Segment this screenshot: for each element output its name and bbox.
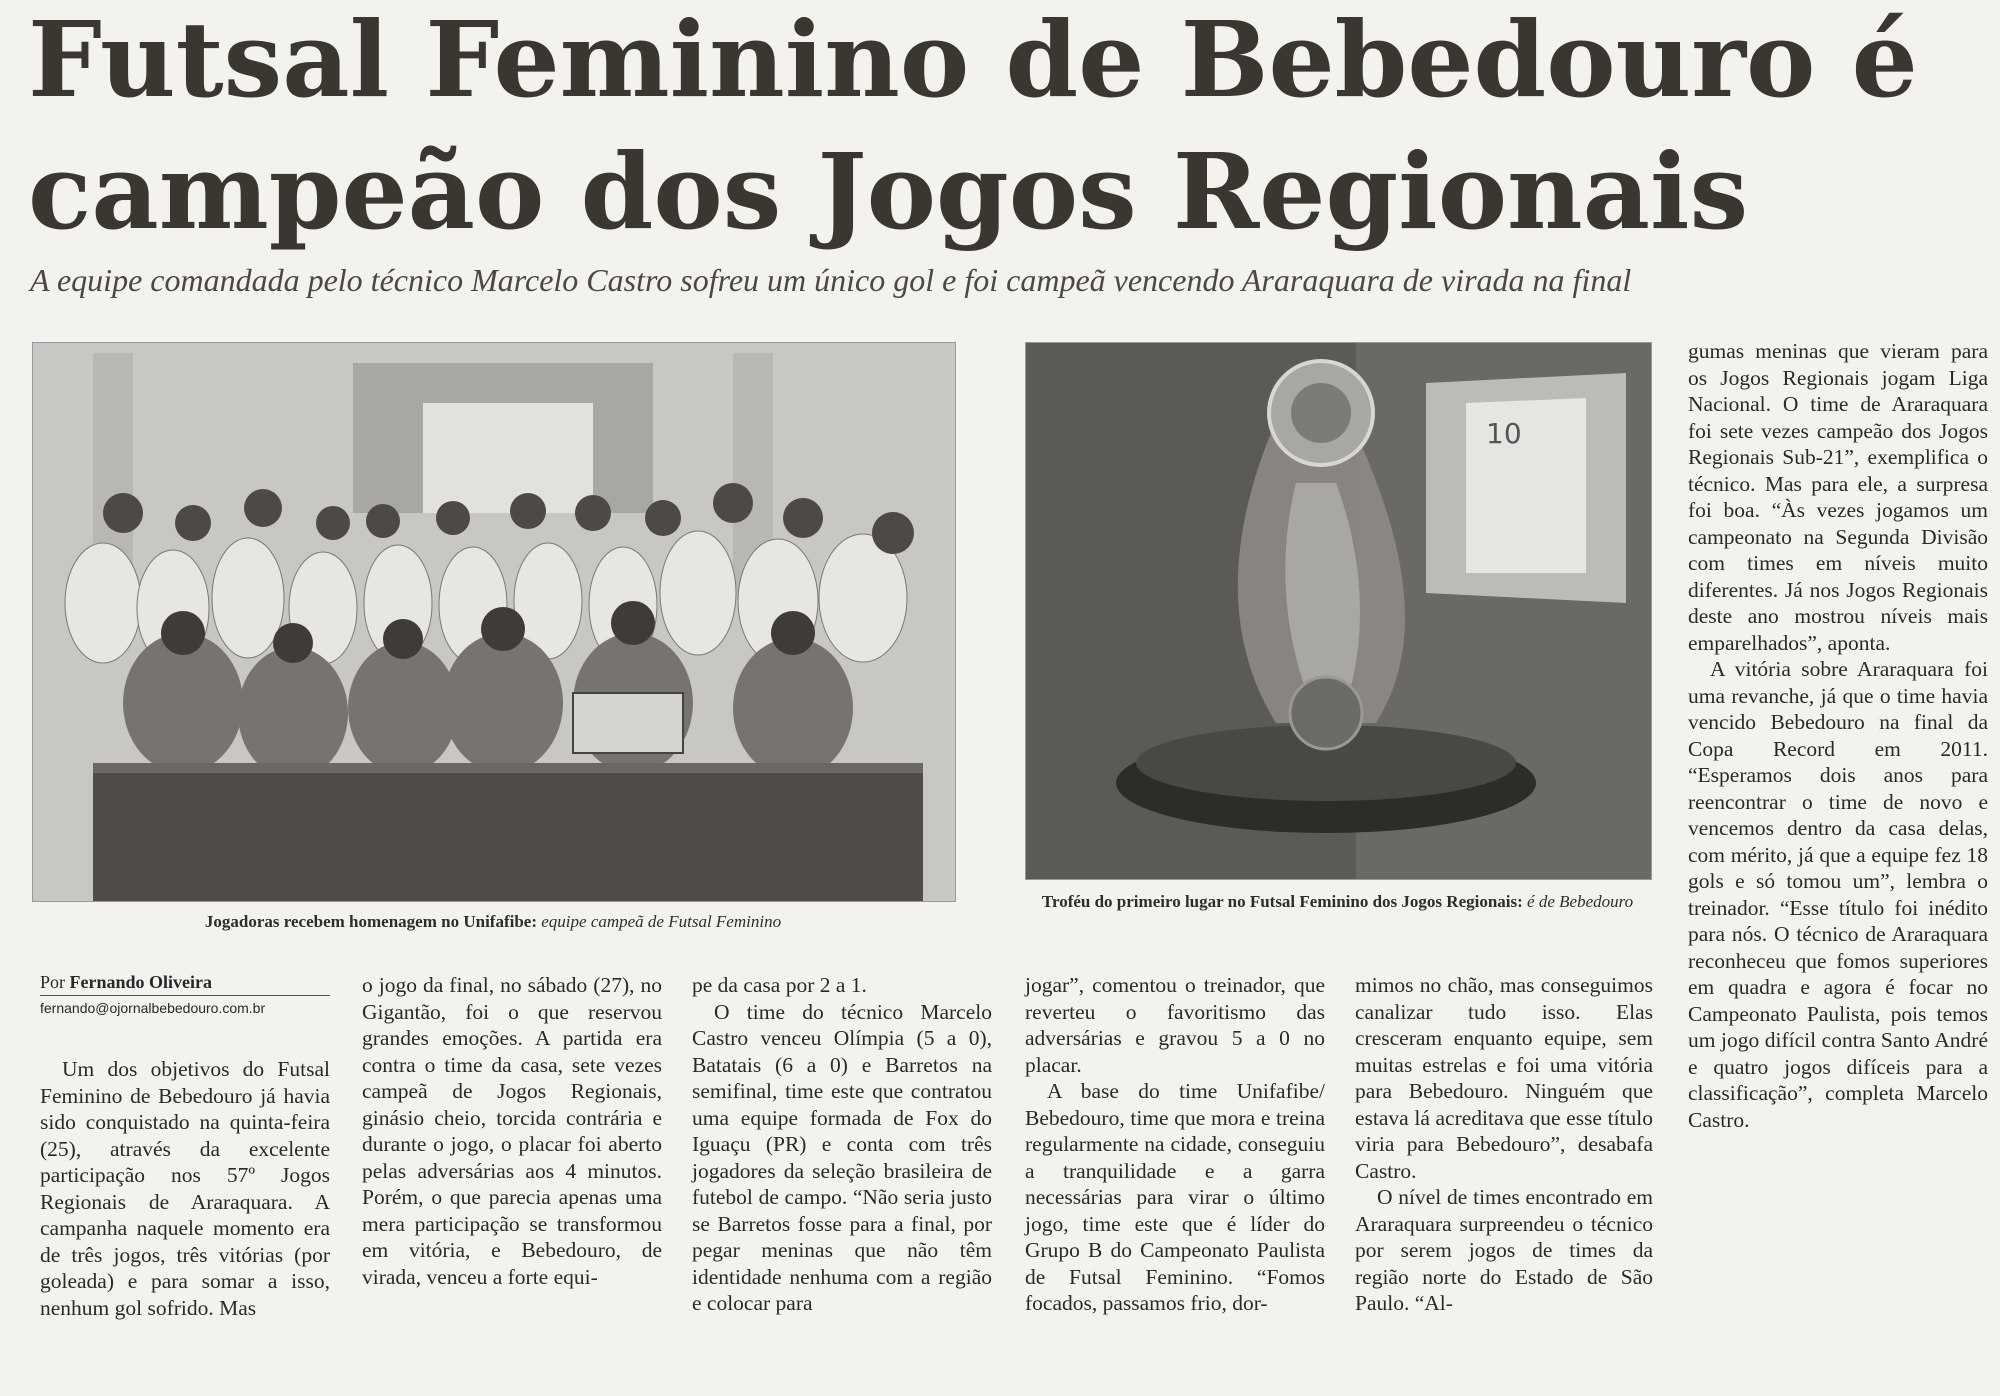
byline-rule <box>40 995 330 996</box>
article-column-2 <box>362 972 662 1290</box>
column-6-paragraph-1: gumas meninas que vieram para os Jogos Regionais jogam Liga Nacional. O time de Araraquara foi sete vezes campeão dos Jogos Regionais Sub-21”, exemplifica o técnico. Mas para ele, a surpresa foi boa. “Às vezes jogamos um campeonato na Segunda Divisão com times em níveis muito diferentes. Já nos Jogos Regionais deste ano mostrou níveis mais emparelhados”, aponta. <box>1688 339 1988 655</box>
column-4-paragraph-2: A base do time Unifafibe/ Bebedouro, time que mora e treina regularmente na cidade, conseguiu a tranquilidade e a garra necessárias para virar o último jogo, time este que é líder do Grupo B do Campeonato Paulista de Futsal Feminino. “Fomos focados, passamos frio, dor- <box>1025 1079 1325 1315</box>
team-photo-caption <box>32 912 954 932</box>
jersey-number: 10 <box>1486 417 1522 450</box>
trophy-photo-illustration <box>1026 343 1651 879</box>
team-caption-italic: equipe campeã de Futsal Feminino <box>541 912 782 931</box>
column-5-paragraph-2: O nível de times encontrado em Araraquara surpreendeu o técnico por serem jogos de times da região norte do Estado de São Paulo. “Al- <box>1355 1185 1653 1315</box>
article-column-5 <box>1355 972 1653 1317</box>
team-photo <box>32 342 956 902</box>
column-5-paragraph-1: mimos no chão, mas conseguimos canalizar tudo isso. Elas cresceram enquanto equipe, sem muitas estrelas e foi uma vitória para Bebedouro. Ninguém que estava lá acreditava que esse título viria para Bebedouro”, desabafa Castro. <box>1355 973 1653 1183</box>
team-caption-bold: Jogadoras recebem homenagem no Unifafibe: <box>204 912 537 931</box>
byline-prefix: Por <box>40 972 66 992</box>
column-2-paragraph-1: o jogo da final, no sábado (27), no Gigantão, foi o que reservou grandes emoções. A partida era contra o time da casa, sete vezes campeã de Jogos Regionais, ginásio cheio, torcida contrária e durante o jogo, o placar foi aberto pelas adversárias aos 4 minutos. Porém, o que parecia apenas uma mera participação se transformou em vitória, e Bebedouro, de virada, venceu a forte equi- <box>362 973 662 1289</box>
trophy-photo <box>1025 342 1652 880</box>
byline-author: Fernando Oliveira <box>69 972 213 992</box>
column-3-paragraph-1: pe da casa por 2 a 1. <box>692 973 867 997</box>
trophy-photo-caption <box>1025 890 1650 914</box>
article-column-3 <box>692 972 992 1317</box>
headline-line-2: campeão dos Jogos Regionais <box>28 130 1749 253</box>
deck-subtitle: A equipe comandada pelo técnico Marcelo Castro sofreu um único gol e foi campeã vencendo Araraquara de virada na final <box>30 262 1632 298</box>
article-column-1 <box>40 1056 330 1321</box>
column-6-paragraph-2: A vitória sobre Araraquara foi uma revanche, já que o time havia vencido Bebedouro na final da Copa Record em 2011. “Esperamos dois anos para reencontrar o time de novo e vencemos dentro da casa delas, com mérito, já que a equipe fez 18 gols e só tomou um”, lembra o treinador. “Esse título foi inédito para nós. O técnico de Araraquara reconheceu que fomos superiores em quadra e agora é focar no Campeonato Paulista, pois temos um jogo difícil contra Santo André e quatro jogos difíceis para a classificação”, completa Marcelo Castro. <box>1688 657 1988 1132</box>
column-4-paragraph-1: jogar”, comentou o treinador, que reverteu o favoritismo das adversárias e gravou 5 a 0 no placar. <box>1025 973 1325 1077</box>
article-column-4 <box>1025 972 1325 1317</box>
column-3-paragraph-2: O time do técnico Marcelo Castro venceu Olímpia (5 a 0), Batatais (6 a 0) e Barretos na semifinal, time este que contratou uma equipe formada de Fox do Iguaçu (PR) e conta com três jogadores da seleção brasileira de futebol de campo. “Não seria justo se Barretos fosse para a final, por pegar meninas que não têm identidade nenhuma com a região e colocar para <box>692 999 992 1315</box>
article-column-6 <box>1688 338 1988 1133</box>
headline-line-1: Futsal Feminino de Bebedouro é <box>28 0 1918 121</box>
byline <box>40 972 212 993</box>
trophy-caption-italic: é de Bebedouro <box>1527 892 1634 911</box>
trophy-caption-bold: Troféu do primeiro lugar no Futsal Feminino dos Jogos Regionais: <box>1041 892 1523 911</box>
byline-email: fernando@ojornalbebedouro.com.br <box>40 1000 266 1016</box>
team-photo-illustration <box>33 343 955 901</box>
column-1-paragraph-1: Um dos objetivos do Futsal Feminino de Bebedouro já havia sido conquistado na quinta-feira (25), através da excelente participação nos 57º Jogos Regionais de Araraquara. A campanha naquele momento era de três jogos, três vitórias (por goleada) e para somar a isso, nenhum gol sofrido. Mas <box>40 1057 330 1320</box>
